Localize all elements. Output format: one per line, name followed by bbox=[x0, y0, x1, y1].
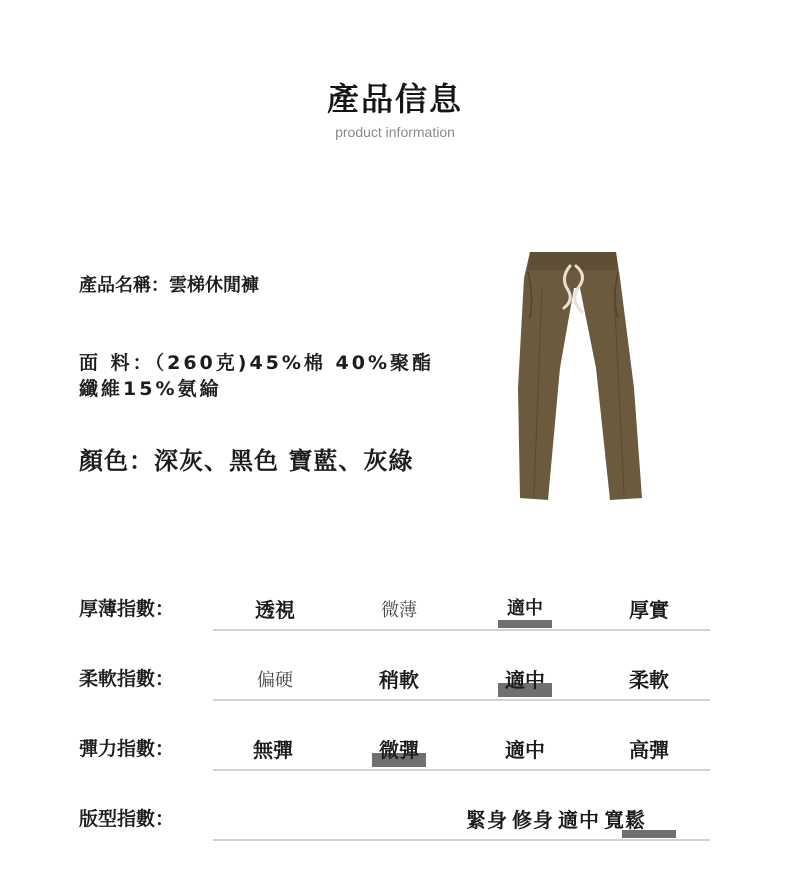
softness-option-3: 適中 bbox=[505, 668, 545, 692]
fabric-line-2: 纖維15%氨綸 bbox=[79, 378, 222, 400]
fit-options bbox=[466, 804, 650, 833]
thickness-option-3: 適中 bbox=[507, 598, 543, 619]
elasticity-option-2: 微彈 bbox=[379, 738, 419, 762]
elasticity-option-1: 無彈 bbox=[253, 738, 293, 762]
thickness-scale-line bbox=[213, 629, 710, 631]
rating-softness-label: 柔軟指數： bbox=[79, 668, 175, 690]
pants-body bbox=[518, 252, 642, 500]
fit-option-4: 寬鬆 bbox=[604, 808, 646, 832]
softness-option-4: 柔軟 bbox=[629, 668, 669, 692]
thickness-option-2: 微薄 bbox=[381, 600, 417, 621]
rating-fit bbox=[79, 804, 719, 844]
fit-option-3: 適中 bbox=[558, 808, 600, 832]
rating-thickness-label: 厚薄指數： bbox=[79, 598, 175, 620]
page-title: 產品信息 bbox=[326, 80, 463, 118]
thickness-option-4: 厚實 bbox=[629, 598, 669, 622]
softness-option-2: 稍軟 bbox=[379, 668, 419, 692]
thickness-selected-marker bbox=[498, 620, 552, 628]
product-fabric bbox=[79, 350, 509, 402]
fit-scale-line bbox=[213, 839, 710, 841]
elasticity-option-4: 高彈 bbox=[629, 738, 669, 762]
rating-thickness bbox=[79, 594, 719, 634]
fabric-line-1: 面 料：（260克)45%棉 40%聚酯 bbox=[79, 352, 435, 374]
fit-option-1: 緊身 bbox=[466, 808, 508, 832]
page-subtitle: product information bbox=[335, 124, 455, 140]
elasticity-option-3: 適中 bbox=[505, 738, 545, 762]
elasticity-scale-line bbox=[213, 769, 710, 771]
rating-elasticity-label: 彈力指數： bbox=[79, 738, 175, 760]
rating-elasticity bbox=[79, 734, 719, 774]
product-colors: 顏色：深灰、黑色 寶藍、灰綠 bbox=[79, 447, 414, 475]
pants-waistband bbox=[528, 252, 618, 270]
thickness-option-1: 透視 bbox=[255, 598, 295, 622]
rating-softness bbox=[79, 664, 719, 704]
product-name: 產品名稱：雲梯休閒褲 bbox=[79, 275, 259, 296]
product-pants-image bbox=[512, 248, 644, 504]
fit-option-2: 修身 bbox=[512, 808, 554, 832]
softness-scale-line bbox=[213, 699, 710, 701]
softness-option-1: 偏硬 bbox=[257, 670, 293, 691]
rating-fit-label: 版型指數： bbox=[79, 808, 175, 830]
